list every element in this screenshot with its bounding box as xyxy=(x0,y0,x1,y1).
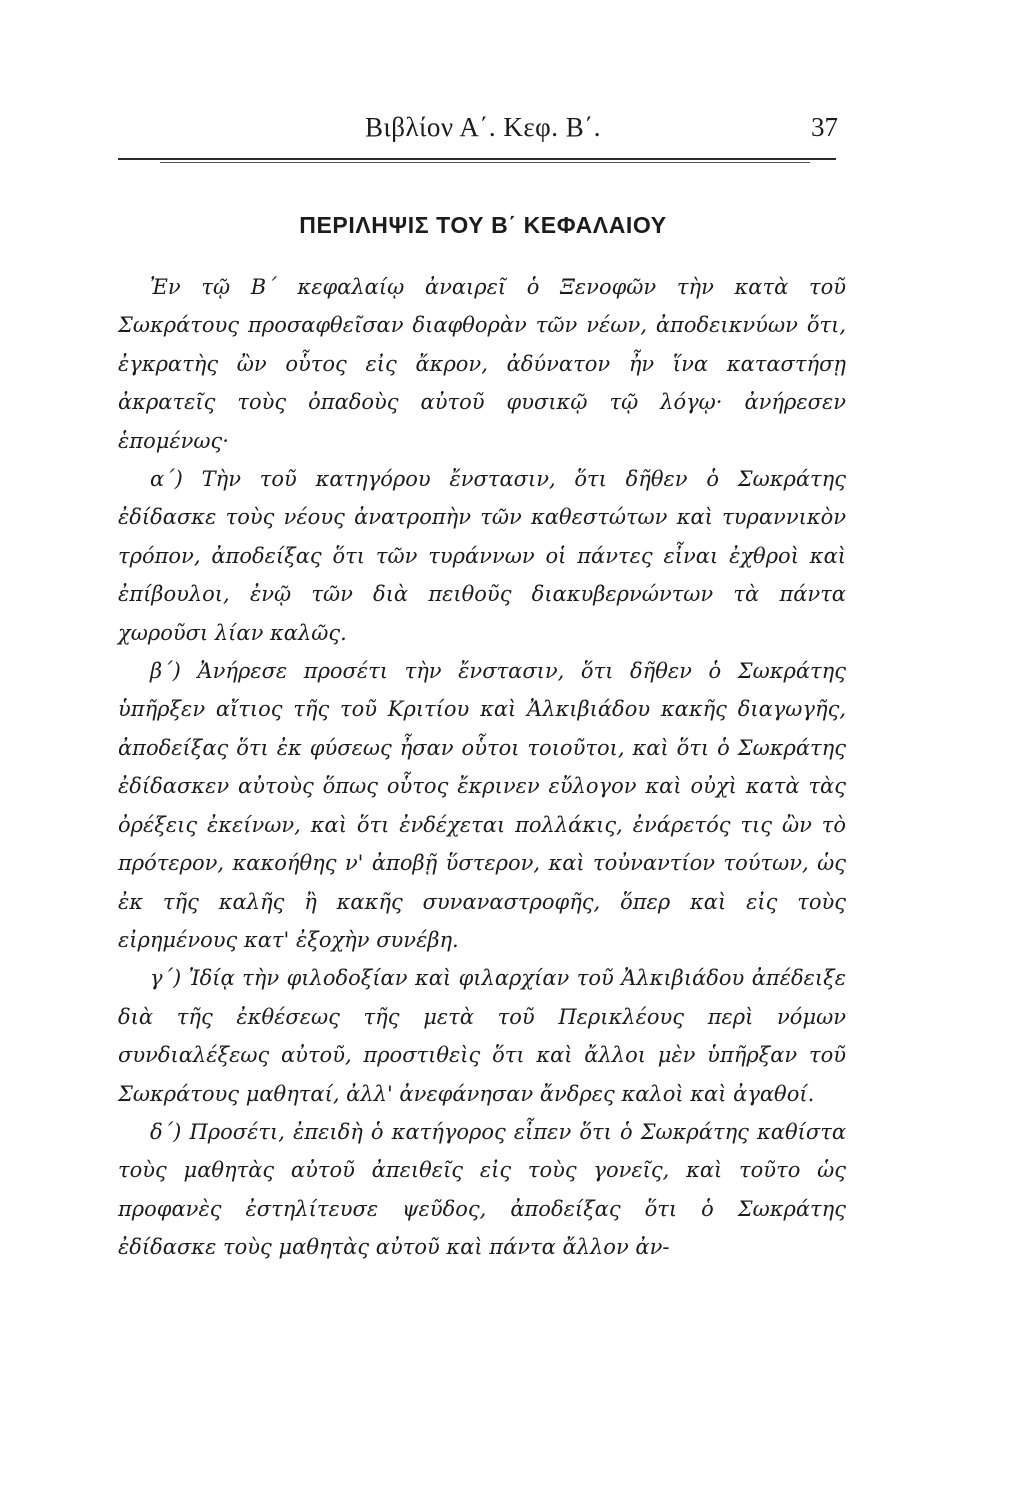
paragraph-text: Τὴν τοῦ κατηγόρου ἔνστασιν, ὅτι δῆθεν ὁ Σωκράτης ἐδίδασκε τοὺς νέους ἀνατροπὴν τῶν καθεστώτων καὶ τυραννικὸν τρόπον, ἀποδείξας ὅτι τῶν τυράννων οἱ πάντες εἶναι ἐχθροὶ καὶ ἐπίβουλοι, ἐνῷ τῶν διὰ πειθοῦς διακυβερνώντων τὰ πάντα χωροῦσι λίαν καλῶς. xyxy=(118,467,846,645)
summary-body xyxy=(118,268,846,1267)
paragraph-text: Ἰδίᾳ τὴν φιλοδοξίαν καὶ φιλαρχίαν τοῦ Ἀλκιβιάδου ἀπέδειξε διὰ τῆς ἐκθέσεως τῆς μετὰ τοῦ Περικλέους περὶ νόμων συνδιαλέξεως αὐτοῦ, προστιθεὶς ὅτι καὶ ἄλλοι μὲν ὑπῆρξαν τοῦ Σωκράτους μαθηταί, ἀλλ' ἀνεφάνησαν ἄνδρες καλοὶ καὶ ἀγαθοί. xyxy=(118,966,846,1106)
paragraph-text: Ἀνήρεσε προσέτι τὴν ἔνστασιν, ὅτι δῆθεν ὁ Σωκράτης ὑπῆρξεν αἴτιος τῆς τοῦ Κριτίου καὶ Ἀλκιβιάδου κακῆς διαγωγῆς, ἀποδείξας ὅτι ἐκ φύσεως ἦσαν οὗτοι τοιοῦτοι, καὶ ὅτι ὁ Σωκράτης ἐδίδασκεν αὐτοὺς ὅπως οὗτος ἔκρινεν εὔλογον καὶ οὐχὶ κατὰ τὰς ὀρέξεις ἐκείνων, καὶ ὅτι ἐνδέχεται πολλάκις, ἐνάρετός τις ὢν τὸ πρότερον, κακοήθης ν' ἀποβῇ ὕστερον, καὶ τοὐναντίον τούτων, ὡς ἐκ τῆς καλῆς ἢ κακῆς συναναστροφῆς, ὅπερ καὶ εἰς τοὺς εἰρημένους κατ' ἐξοχὴν συνέβη. xyxy=(118,659,846,952)
paragraph-label: γ΄) xyxy=(150,966,182,991)
paragraph-label: δ΄) xyxy=(150,1119,182,1144)
paragraph-alpha xyxy=(118,460,846,652)
paragraph-text: Ἐν τῷ Β΄ κεφαλαίῳ ἀναιρεῖ ὁ Ξενοφῶν τὴν κατὰ τοῦ Σωκράτους προσαφθεῖσαν διαφθορὰν τῶν νέων, ἀποδεικνύων ὅτι, ἐγκρατὴς ὢν οὗτος εἰς ἄκρον, ἀδύνατον ἦν ἵνα καταστήσῃ ἀκρατεῖς τοὺς ὀπαδοὺς αὐτοῦ φυσικῷ τῷ λόγῳ· ἀνήρεσεν ἑπομένως· xyxy=(118,275,846,453)
header-rule xyxy=(118,158,836,160)
paragraph-gamma xyxy=(118,959,846,1113)
paragraph-intro xyxy=(118,268,846,460)
paragraph-text: Προσέτι, ἐπειδὴ ὁ κατήγορος εἶπεν ὅτι ὁ Σωκράτης καθίστα τοὺς μαθητὰς αὐτοῦ ἀπειθεῖς εἰς τοὺς γονεῖς, καὶ τοῦτο ὡς προφανὲς ἐστηλίτευσε ψεῦδος, ἀποδείξας ὅτι ὁ Σωκράτης ἐδίδασκε τοὺς μαθητὰς αὐτοῦ καὶ πάντα ἄλλον ἀν- xyxy=(118,1119,846,1260)
running-head xyxy=(118,112,848,148)
paragraph-label: α΄) xyxy=(150,467,183,492)
paragraph-beta xyxy=(118,652,846,959)
paragraph-label: β΄) xyxy=(150,659,181,684)
paragraph-delta xyxy=(118,1113,846,1267)
page-number: 37 xyxy=(811,112,838,142)
section-heading: ΠΕΡΙΛΗΨΙΣ ΤΟΥ Β΄ ΚΕΦΑΛΑΙΟΥ xyxy=(299,212,667,238)
header-rule-ornament xyxy=(160,162,810,163)
running-title: Βιβλίον Α΄. Κεφ. Β΄. xyxy=(365,112,601,142)
